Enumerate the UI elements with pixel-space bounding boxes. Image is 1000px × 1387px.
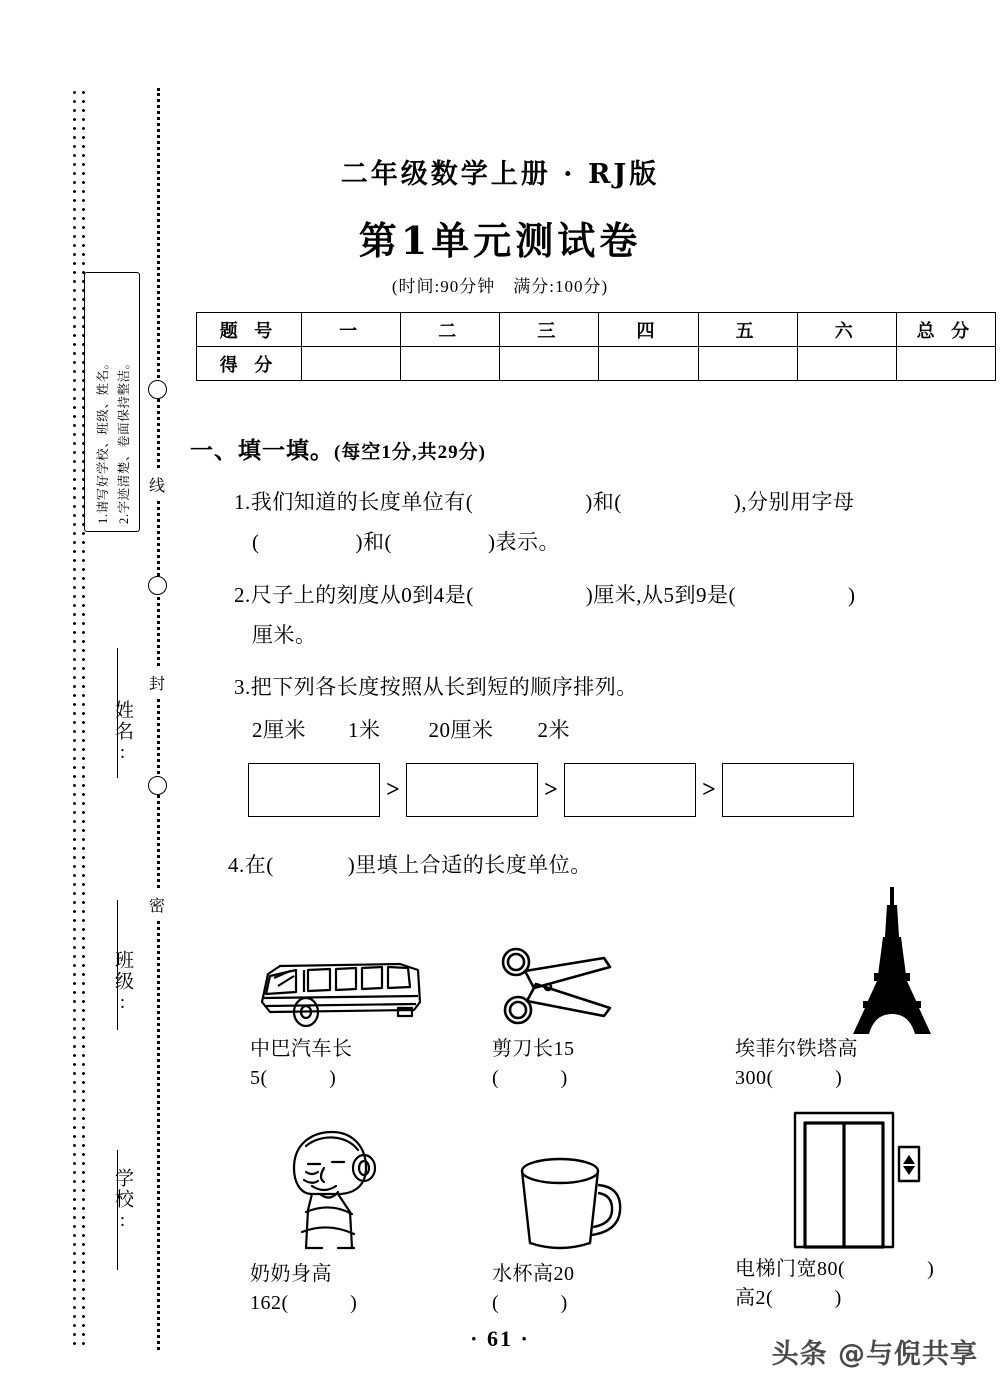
q1-text-a: 1.我们知道的长度单位有( [234, 490, 474, 514]
question-1-line-1 [234, 487, 855, 519]
q3-separator-3: > [702, 776, 716, 803]
q1-text-e: )和( [355, 530, 392, 554]
q1-text-f: )表示。 [488, 530, 560, 554]
bus-label-line-1: 中巴汽车长 [250, 1038, 353, 1060]
score-cell-1[interactable] [302, 347, 401, 381]
class-field-label: 班级: [112, 950, 133, 1015]
question-3-items [252, 715, 570, 747]
bus-icon [250, 940, 430, 1035]
q3-answer-box-2[interactable] [406, 763, 538, 817]
seal-char-3: 密 [146, 890, 168, 919]
score-col-total: 总 分 [896, 313, 995, 347]
cup-icon [510, 1155, 630, 1260]
score-row-label-1: 题 号 [197, 313, 302, 347]
seal-circle-1 [148, 380, 167, 399]
section-heading [190, 432, 486, 465]
table-row [197, 313, 996, 347]
q2-text-c: ) [848, 583, 856, 607]
picture-cell-cup [492, 1125, 722, 1318]
q3-separator-2: > [544, 776, 558, 803]
seal-circle-2 [148, 576, 167, 595]
q1-text-b: )和( [585, 490, 622, 514]
score-col-2: 二 [401, 313, 500, 347]
cup-label-line-2: ( ) [492, 1292, 568, 1314]
bus-label-line-2: 5( ) [250, 1067, 337, 1089]
scissors-icon [492, 940, 622, 1035]
score-cell-2[interactable] [401, 347, 500, 381]
score-col-4: 四 [599, 313, 698, 347]
school-field-label: 学校: [112, 1168, 133, 1233]
watermark: 头条 @与倪共享 [771, 1339, 978, 1370]
question-1-line-2 [252, 527, 560, 559]
instruction-box [84, 272, 140, 532]
name-field-label: 姓名: [112, 700, 133, 765]
q3-answer-box-3[interactable] [564, 763, 696, 817]
seal-circle-3 [148, 776, 167, 795]
q3-answer-box-1[interactable] [248, 763, 380, 817]
question-2-line-1 [234, 580, 856, 612]
picture-cell-grandmother [250, 1125, 480, 1318]
instruction-line-2: 2.字迹清楚、卷面保持整洁。 [116, 356, 131, 524]
cup-label-line-1: 水杯高20 [492, 1263, 575, 1285]
table-row [197, 347, 996, 381]
q1-text-c: ),分别用字母 [733, 490, 855, 514]
q1-text-d: ( [252, 530, 260, 554]
question-3-answer-row [248, 763, 854, 817]
score-cell-6[interactable] [797, 347, 896, 381]
score-col-3: 三 [500, 313, 599, 347]
q3-answer-box-4[interactable] [722, 763, 854, 817]
score-col-6: 六 [797, 313, 896, 347]
exam-meta: (时间:90分钟 满分:100分) [391, 277, 609, 296]
eiffel-label-line-1: 埃菲尔铁塔高 [735, 1038, 858, 1060]
section-heading-text: 一、填一填。 [190, 438, 334, 463]
grandmother-label-line-2: 162( ) [250, 1292, 358, 1314]
scissors-label-line-1: 剪刀长15 [492, 1038, 575, 1060]
elevator-label-line-2: 高2( ) [735, 1287, 842, 1309]
q3-item-3: 20厘米 [428, 718, 494, 742]
grandmother-icon [272, 1128, 392, 1260]
q2-text-d: 厘米。 [252, 623, 317, 647]
score-cell-3[interactable] [500, 347, 599, 381]
instruction-line-1: 1.请写好学校、班级、姓名。 [95, 356, 110, 524]
score-cell-total[interactable] [896, 347, 995, 381]
picture-cell-bus [250, 935, 480, 1093]
picture-cell-eiffel [735, 880, 995, 1093]
score-cell-4[interactable] [599, 347, 698, 381]
picture-cell-elevator [735, 1100, 1000, 1313]
seal-char-2: 封 [146, 668, 168, 697]
eiffel-label-line-2: 300( ) [735, 1067, 843, 1089]
q3-item-4: 2米 [537, 718, 570, 742]
page-number: · 61 · [470, 1326, 530, 1351]
score-table [196, 312, 996, 381]
question-4-prompt [228, 850, 592, 882]
elevator-icon [787, 1105, 927, 1255]
eiffel-tower-icon [833, 885, 953, 1035]
scissors-label-line-2: ( ) [492, 1067, 568, 1089]
q3-item-1: 2厘米 [252, 718, 306, 742]
q2-text-b: )厘米,从5到9是( [585, 583, 736, 607]
page-subtitle: 二年级数学上册 · RJ版 [340, 159, 660, 190]
section-points: (每空1分,共29分) [334, 442, 486, 463]
q3-separator-1: > [386, 776, 400, 803]
picture-cell-scissors [492, 935, 722, 1093]
seal-char-1: 线 [146, 470, 168, 499]
grandmother-label-line-1: 奶奶身高 [250, 1263, 332, 1285]
page-title: 第1单元测试卷 [358, 218, 642, 263]
q2-text-a: 2.尺子上的刻度从0到4是( [234, 583, 474, 607]
score-cell-5[interactable] [698, 347, 797, 381]
score-row-label-2: 得 分 [197, 347, 302, 381]
q4-text-a: 4.在( [228, 853, 274, 877]
question-2-line-2 [252, 620, 317, 652]
score-col-5: 五 [698, 313, 797, 347]
q3-item-2: 1米 [348, 718, 381, 742]
question-3-prompt: 3.把下列各长度按照从长到短的顺序排列。 [234, 675, 638, 699]
q4-text-b: )里填上合适的长度单位。 [347, 853, 592, 877]
score-col-1: 一 [302, 313, 401, 347]
elevator-label-line-1: 电梯门宽80( ) [735, 1258, 935, 1280]
